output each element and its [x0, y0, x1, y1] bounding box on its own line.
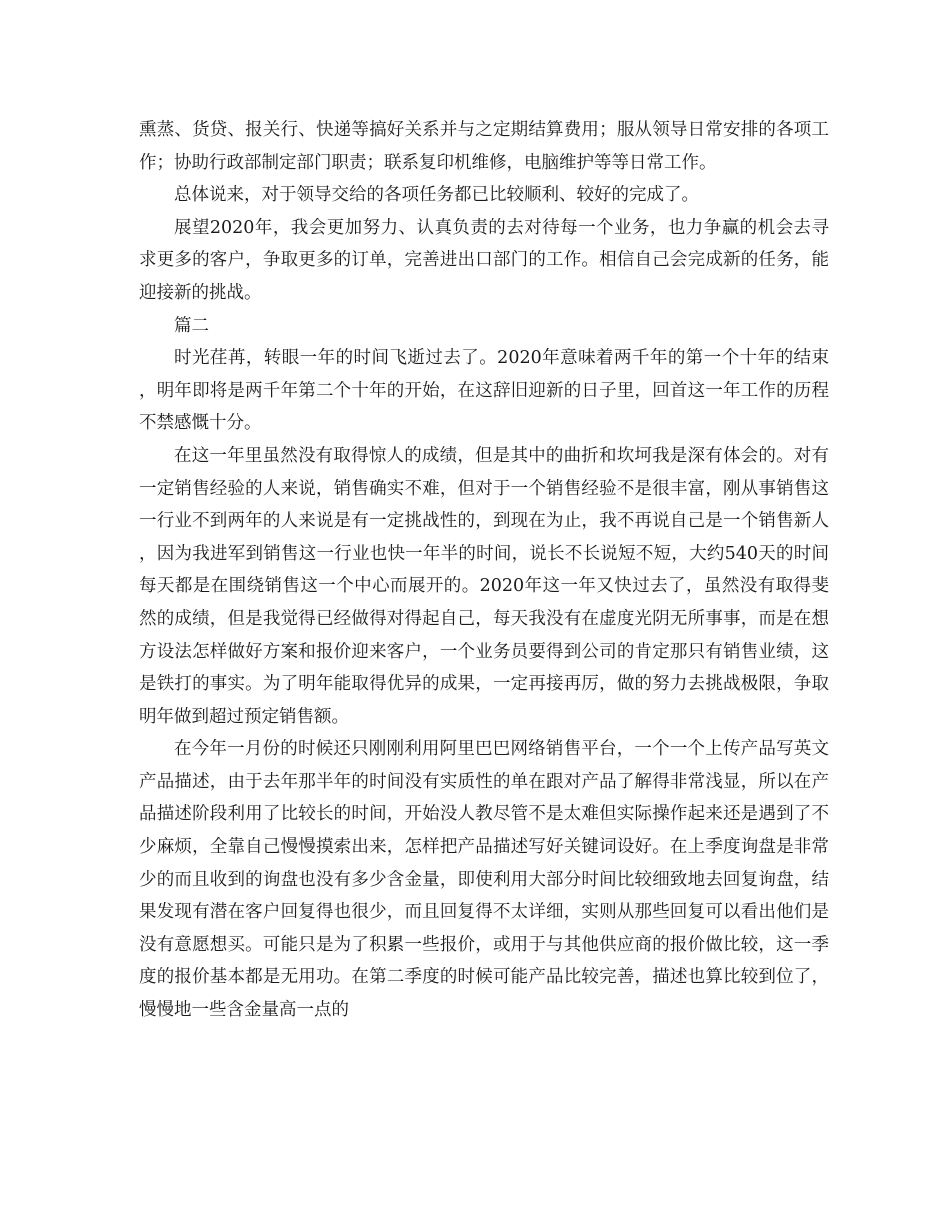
paragraph-1: 熏蒸、货贷、报关行、快递等搞好关系并与之定期结算费用；服从领导日常安排的各项工作；协助行政部制定部门职责；联系复印机维修，电脑维护等等日常工作。	[139, 120, 829, 173]
document-body	[139, 114, 829, 1027]
paragraph-5: 时光荏苒，转眼一年的时间飞逝过去了。2020年意味着两千年的第一个十年的结束，明年即将是两千年第二个十年的开始，在这辞旧迎新的日子里，回首这一年工作的历程不禁感慨十分。	[139, 348, 829, 434]
paragraph-7: 在今年一月份的时候还只刚刚利用阿里巴巴网络销售平台，一个一个上传产品写英文产品描述，由于去年那半年的时间没有实质性的单在跟对产品了解得非常浅显，所以在产品描述阶段利用了比较长的时间，开始没人教尽管不是太难但实际操作起来还是遇到了不少麻烦，全靠自己慢慢摸索出来，怎样把产品描述写好关键词设好。在上季度询盘是非常少的而且收到的询盘也没有多少含金量，即使利用大部分时间比较细致地去回复询盘，结果发现有潜在客户回复得也很少，而且回复得不太详细，实则从那些回复可以看出他们是没有意愿想买。可能只是为了积累一些报价，或用于与其他供应商的报价做比较，这一季度的报价基本都是无用功。在第二季度的时候可能产品比较完善，描述也算比较到位了，慢慢地一些含金量高一点的	[139, 739, 829, 1021]
paragraph-2: 总体说来，对于领导交给的各项任务都已比较顺利、较好的完成了。	[174, 185, 699, 206]
section-heading: 篇二	[174, 315, 209, 336]
paragraph-6: 在这一年里虽然没有取得惊人的成绩，但是其中的曲折和坎坷我是深有体会的。对有一定销售经验的人来说，销售确实不难，但对于一个销售经验不是很丰富，刚从事销售这一行业不到两年的人来说是有一定挑战性的，到现在为止，我不再说自己是一个销售新人，因为我进军到销售这一行业也快一年半的时间，说长不长说短不短，大约540天的时间每天都是在围绕销售这一个中心而展开的。2020年这一年又快过去了，虽然没有取得斐然的成绩，但是我觉得已经做得对得起自己，每天我没有在虚度光阴无所事事，而是在想方设法怎样做好方案和报价迎来客户，一个业务员要得到公司的肯定那只有销售业绩，这是铁打的事实。为了明年能取得优异的成果，一定再接再厉，做的努力去挑战极限，争取明年做到超过预定销售额。	[139, 445, 829, 727]
paragraph-3: 展望2020年，我会更加努力、认真负责的去对待每一个业务，也力争赢的机会去寻求更多的客户，争取更多的订单，完善进出口部门的工作。相信自己会完成新的任务，能迎接新的挑战。	[139, 217, 829, 303]
